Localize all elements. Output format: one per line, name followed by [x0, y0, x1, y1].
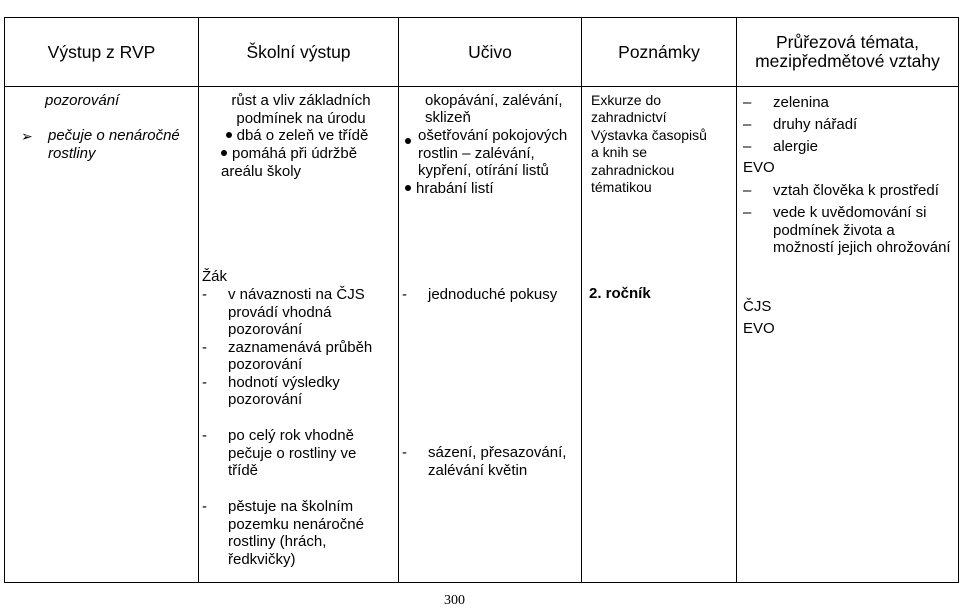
dash-text: po celý rok vhodně pečuje o rostliny ve třídě [228, 427, 357, 479]
col-skolni-vystup [199, 87, 399, 583]
bullet-text: ošetřování pokojových rostlin – zalévání, kypření, otírání listů [418, 127, 568, 179]
dash-item [202, 374, 382, 409]
note-line: zahradnickou [591, 162, 675, 178]
emdash-mark: – [743, 116, 752, 133]
dash-item [202, 427, 372, 480]
dash-item [402, 444, 577, 479]
bullet-text: hrabání listí [416, 180, 494, 197]
content-row [5, 87, 959, 583]
topic-item [743, 116, 953, 138]
emdash-mark: – [743, 94, 752, 111]
header-rvp: Výstup z RVP [5, 18, 199, 87]
rvp-line1: pozorování [45, 92, 120, 109]
dash-mark: - [402, 444, 407, 461]
topic-item [743, 94, 953, 116]
col-poznamky [582, 87, 737, 583]
dash-item [202, 498, 372, 568]
bullet-text: dbá o zeleň ve třídě [236, 127, 369, 144]
emdash-mark: – [743, 204, 752, 221]
rvp-line2: pečuje o nenáročné [48, 127, 180, 144]
page-number: 300 [444, 593, 465, 608]
topic-item [743, 182, 955, 204]
header-skolni-vystup: Školní výstup [199, 18, 399, 87]
bullet-item [221, 145, 391, 180]
topic-text: zelenina [773, 94, 829, 111]
header-row [5, 18, 959, 87]
ucivo-line: sklizeň [425, 109, 471, 126]
growth-conditions-text: růst a vliv základních podmínek na úrodu [231, 92, 371, 127]
note-line: Exkurze do [591, 92, 662, 108]
bullet-dot-icon [405, 138, 411, 144]
emdash-mark: – [743, 182, 752, 199]
dash-item [202, 339, 382, 374]
rvp-line3: rostliny [48, 145, 96, 162]
dash-text: jednoduché pokusy [428, 286, 558, 303]
dash-item [202, 286, 382, 339]
dash-item [402, 286, 577, 304]
col-ucivo [399, 87, 582, 583]
topic-text: vztah člověka k prostředí [773, 182, 939, 199]
topic-item [743, 204, 955, 257]
topic-text: alergie [773, 138, 819, 155]
header-ucivo: Učivo [399, 18, 582, 87]
note-line: a knih se [591, 144, 648, 160]
note-line: zahradnictví [591, 109, 667, 125]
note-line: Výstavka časopisů [591, 127, 707, 143]
dash-text: pěstuje na školním pozemku nenáročné rostliny (hrách, ředkvičky) [228, 498, 364, 568]
bullet-item [405, 180, 494, 198]
topic-item [743, 138, 953, 160]
col-rvp [5, 87, 199, 583]
bullet-item [405, 127, 575, 180]
bullet-dot-icon [221, 150, 227, 156]
bullet-item [207, 127, 387, 145]
header-prurezova-temata: Průřezová témata, mezipředmětové vztahy [737, 18, 959, 87]
dash-text: sázení, přesazování, zalévání květin [428, 444, 567, 479]
dash-mark: - [202, 427, 207, 444]
evo-label: EVO [743, 320, 775, 337]
dash-text: v návaznosti na ČJS provádí vhodná pozorování [228, 286, 365, 338]
topic-list-a [743, 94, 953, 160]
dash-list [202, 286, 382, 409]
header-poznamky: Poznámky [582, 18, 737, 87]
ucivo-line: okopávání, zalévání, [425, 92, 563, 109]
topic-list-b [743, 182, 955, 257]
bullet-text: pomáhá při údržbě areálu školy [221, 145, 358, 180]
bullet-dot-icon [405, 185, 411, 191]
emdash-mark: – [743, 138, 752, 155]
evo-label: EVO [743, 159, 775, 176]
topic-text: druhy nářadí [773, 116, 858, 133]
curriculum-table [4, 17, 959, 583]
dash-mark: - [202, 338, 207, 356]
bullet-dot-icon [226, 132, 232, 138]
grade-label: 2. ročník [589, 285, 651, 302]
dash-mark: - [202, 286, 207, 303]
dash-text: hodnotí výsledky pozorování [228, 373, 340, 408]
col-prurezova [737, 87, 959, 583]
note-line: tématikou [591, 179, 652, 195]
cjs-label: ČJS [743, 298, 772, 315]
zak-label: Žák [202, 268, 228, 285]
dash-text: zaznamenává průběh pozorování [228, 338, 373, 373]
dash-mark: - [202, 373, 207, 391]
topic-text: vede k uvědomování si podmínek života a možností jejich ohrožování [773, 204, 951, 256]
dash-mark: - [202, 498, 207, 515]
arrow-bullet-icon: ➢ [21, 128, 33, 144]
dash-mark: - [402, 286, 407, 303]
